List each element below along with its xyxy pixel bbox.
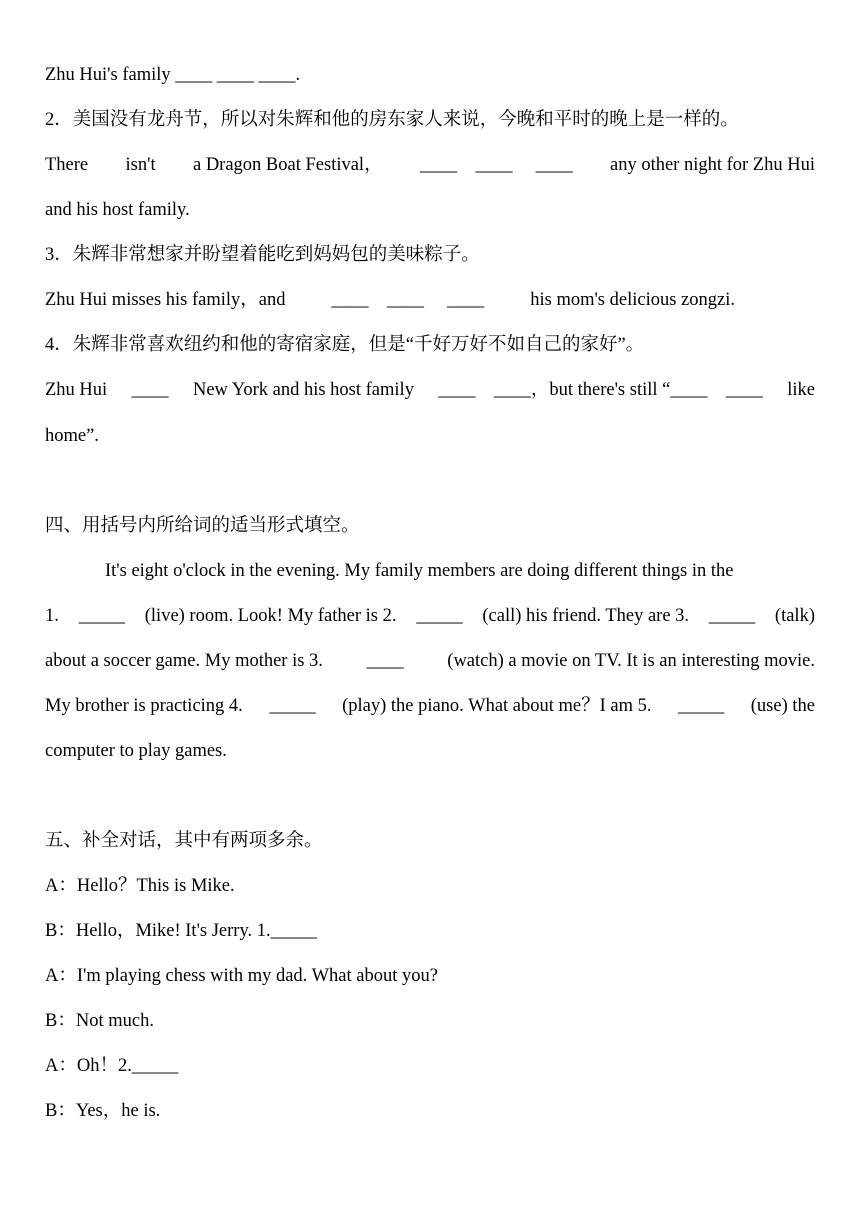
q2-english	[45, 153, 815, 177]
q2-blanks[interactable]: ____ ____ ____	[419, 155, 573, 175]
s4-text: about a soccer game. My mother is 3.	[45, 651, 323, 671]
q4-word: New York and his host family	[192, 380, 414, 400]
s4-blank[interactable]: _____	[269, 696, 316, 716]
section4-heading: 四、用括号内所给词的适当形式填空。	[45, 516, 360, 536]
s4-blank[interactable]: _____	[678, 696, 725, 716]
q4-chinese: 4．朱辉非常喜欢纽约和他的寄宿家庭，但是“千好万好不如自己的家好”。	[45, 335, 645, 355]
s4-text: (call) his friend. They are 3.	[482, 606, 690, 626]
s3-line-family: Zhu Hui's family ____ ____ ____.	[45, 65, 301, 85]
s4-blank[interactable]: _____	[78, 606, 125, 626]
s4-para-line	[45, 604, 815, 628]
dialogue-line: A：I'm playing chess with my dad. What about you?	[45, 966, 438, 986]
q3-word: Zhu Hui misses his family，and	[45, 290, 286, 310]
q2-word: any other night for Zhu Hui	[609, 155, 815, 175]
q4-blanks[interactable]: ____ ____，but there's still “____ ____	[438, 380, 763, 400]
q3-blanks[interactable]: ____ ____ ____	[331, 290, 485, 310]
s4-text: 1.	[45, 606, 59, 626]
dialogue-line: A：Oh！2._____	[45, 1056, 179, 1076]
section5-heading: 五、补全对话，其中有两项多余。	[45, 831, 323, 851]
dialogue-line: B：Yes，he is.	[45, 1101, 161, 1121]
s4-blank[interactable]: _____	[416, 606, 463, 626]
dialogue-line: B：Not much.	[45, 1011, 154, 1031]
s4-para-line: It's eight o'clock in the evening. My family members are doing different things in the	[105, 561, 734, 581]
s4-text: (talk)	[774, 606, 815, 626]
q3-word: his mom's delicious zongzi.	[530, 290, 735, 310]
q3-chinese: 3．朱辉非常想家并盼望着能吃到妈妈包的美味粽子。	[45, 245, 480, 265]
s4-text: My brother is practicing 4.	[45, 696, 243, 716]
q2-word: a Dragon Boat Festival，	[192, 155, 383, 175]
s4-text: (watch) a movie on TV. It is an interesting movie.	[447, 651, 815, 671]
q2-chinese: 2．美国没有龙舟节，所以对朱辉和他的房东家人来说，今晚和平时的晚上是一样的。	[45, 110, 739, 130]
s4-text: (use) the	[750, 696, 815, 716]
s4-text: (live) room. Look! My father is 2.	[144, 606, 397, 626]
q4-word: like	[787, 380, 815, 400]
q2-word: There	[45, 155, 89, 175]
q4-blank[interactable]: ____	[131, 380, 169, 400]
s4-para-line	[45, 694, 815, 718]
s4-para-line	[45, 649, 815, 673]
q4-english-cont: home”.	[45, 426, 99, 446]
q2-word: isn't	[125, 155, 156, 175]
q4-word: Zhu Hui	[45, 380, 108, 400]
dialogue-line: A：Hello？This is Mike.	[45, 876, 235, 896]
q4-english	[45, 378, 815, 402]
dialogue-line: B：Hello，Mike! It's Jerry. 1._____	[45, 921, 317, 941]
q3-english	[45, 288, 735, 312]
q2-english-cont: and his host family.	[45, 200, 190, 220]
s4-blank[interactable]: _____	[708, 606, 756, 626]
s4-blank[interactable]: ____	[366, 651, 404, 671]
s4-para-line: computer to play games.	[45, 741, 227, 761]
s4-text: (play) the piano. What about me？I am 5.	[342, 696, 652, 716]
